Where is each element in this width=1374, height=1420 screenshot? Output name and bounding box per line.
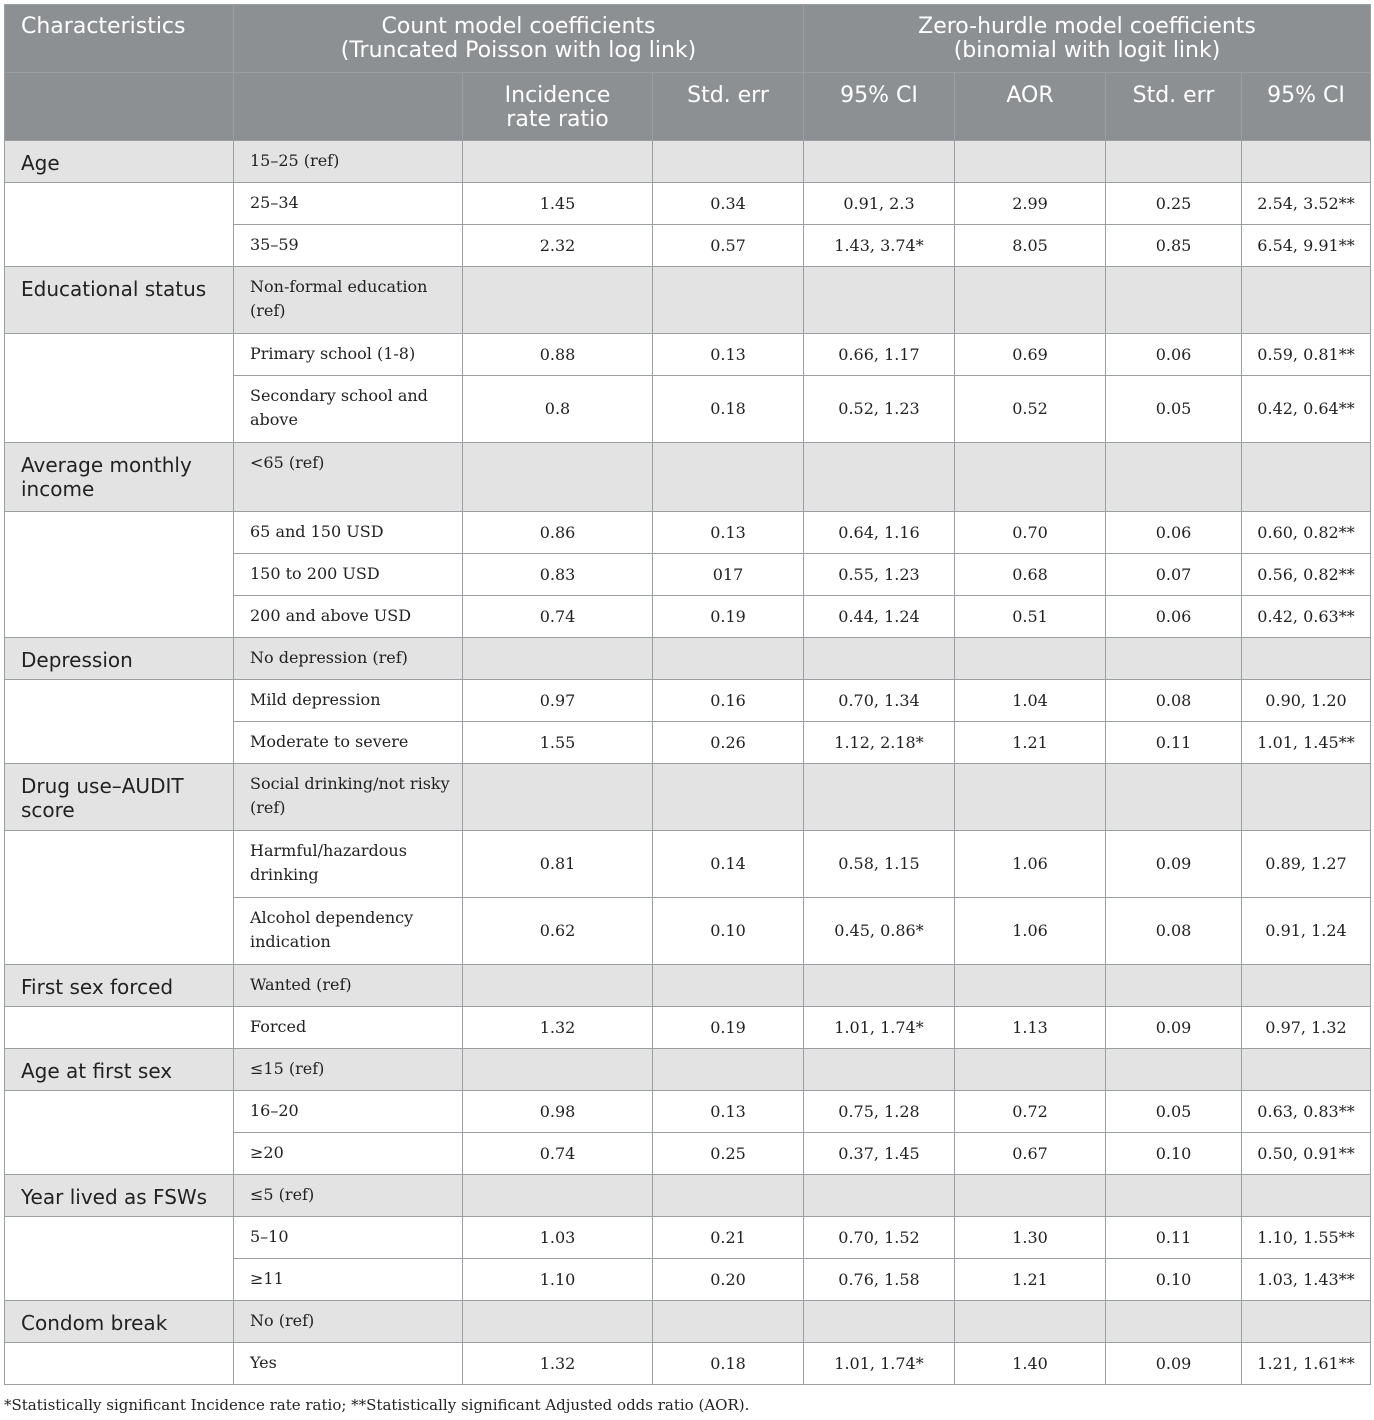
level-cell: Yes: [234, 1343, 463, 1385]
value-cell-ci2: [1242, 1301, 1371, 1343]
value-cell-irr: 1.45: [463, 183, 653, 225]
level-cell: ≥20: [234, 1133, 463, 1175]
header-std-err-zero: Std. err: [1106, 73, 1242, 141]
value-cell-ci2: 0.59, 0.81**: [1242, 334, 1371, 376]
value-cell-irr: 0.97: [463, 680, 653, 722]
header-zero-hurdle: [804, 5, 1371, 73]
value-cell-se1: [653, 141, 804, 183]
level-cell: Secondary school and above: [234, 376, 463, 443]
table-row: [5, 183, 1371, 225]
value-cell-ci1: 0.37, 1.45: [804, 1133, 955, 1175]
value-cell-se2: [1106, 1301, 1242, 1343]
table-row: [5, 596, 1371, 638]
level-cell: 15–25 (ref): [234, 141, 463, 183]
value-cell-ci2: 1.03, 1.43**: [1242, 1259, 1371, 1301]
table-row: [5, 1217, 1371, 1259]
characteristic-empty-cell: [5, 1133, 234, 1175]
table-row-group-header: [5, 141, 1371, 183]
value-cell-se2: 0.06: [1106, 334, 1242, 376]
value-cell-aor: [955, 267, 1106, 334]
value-cell-se1: 0.25: [653, 1133, 804, 1175]
header-blank: [5, 73, 234, 141]
value-cell-irr: [463, 267, 653, 334]
characteristic-empty-cell: [5, 680, 234, 722]
value-cell-ci1: [804, 267, 955, 334]
characteristic-label: Educational status: [5, 267, 234, 334]
value-cell-se2: [1106, 141, 1242, 183]
table-row-group-header: [5, 965, 1371, 1007]
level-cell: Alcohol dependency indication: [234, 898, 463, 965]
table-row: [5, 680, 1371, 722]
value-cell-irr: 0.86: [463, 512, 653, 554]
value-cell-ci1: 0.58, 1.15: [804, 831, 955, 898]
value-cell-se1: 0.34: [653, 183, 804, 225]
value-cell-irr: [463, 764, 653, 831]
value-cell-ci1: 0.45, 0.86*: [804, 898, 955, 965]
value-cell-ci2: [1242, 141, 1371, 183]
table-row: [5, 1259, 1371, 1301]
table-container: [4, 4, 1370, 1385]
value-cell-ci1: 0.70, 1.34: [804, 680, 955, 722]
table-body: [5, 141, 1371, 1385]
regression-table: [4, 4, 1371, 1385]
value-cell-se1: 0.10: [653, 898, 804, 965]
value-cell-irr: 0.8: [463, 376, 653, 443]
value-cell-aor: [955, 443, 1106, 512]
table-row: [5, 225, 1371, 267]
value-cell-ci2: [1242, 443, 1371, 512]
value-cell-ci1: 0.66, 1.17: [804, 334, 955, 376]
table-row: [5, 376, 1371, 443]
header-characteristics: Characteristics: [5, 5, 234, 73]
value-cell-aor: 0.69: [955, 334, 1106, 376]
level-cell: ≤15 (ref): [234, 1049, 463, 1091]
value-cell-aor: 1.06: [955, 898, 1106, 965]
value-cell-se1: 0.13: [653, 1091, 804, 1133]
characteristic-empty-cell: [5, 1259, 234, 1301]
value-cell-aor: 0.72: [955, 1091, 1106, 1133]
value-cell-ci1: 0.64, 1.16: [804, 512, 955, 554]
value-cell-ci1: 1.43, 3.74*: [804, 225, 955, 267]
value-cell-irr: [463, 1049, 653, 1091]
value-cell-se2: 0.10: [1106, 1133, 1242, 1175]
footnote: *Statistically significant Incidence rate ratio; **Statistically significant Adjusted odds ratio (AOR).: [4, 1396, 750, 1414]
value-cell-aor: 0.52: [955, 376, 1106, 443]
value-cell-irr: [463, 1301, 653, 1343]
value-cell-aor: [955, 764, 1106, 831]
value-cell-ci2: 2.54, 3.52**: [1242, 183, 1371, 225]
value-cell-se2: 0.05: [1106, 376, 1242, 443]
value-cell-irr: 0.74: [463, 1133, 653, 1175]
characteristic-label: Age at first sex: [5, 1049, 234, 1091]
characteristic-empty-cell: [5, 831, 234, 898]
header-irr-line1: Incidence: [504, 83, 611, 108]
table-row-group-header: [5, 1175, 1371, 1217]
value-cell-se2: 0.09: [1106, 1007, 1242, 1049]
value-cell-se1: [653, 443, 804, 512]
level-cell: No (ref): [234, 1301, 463, 1343]
characteristic-empty-cell: [5, 376, 234, 443]
value-cell-se2: 0.06: [1106, 512, 1242, 554]
value-cell-ci1: [804, 764, 955, 831]
value-cell-ci1: 1.01, 1.74*: [804, 1007, 955, 1049]
value-cell-se2: 0.08: [1106, 898, 1242, 965]
value-cell-ci2: 0.91, 1.24: [1242, 898, 1371, 965]
value-cell-aor: 1.04: [955, 680, 1106, 722]
value-cell-ci1: 0.55, 1.23: [804, 554, 955, 596]
value-cell-se2: [1106, 443, 1242, 512]
value-cell-se2: [1106, 1049, 1242, 1091]
value-cell-aor: 0.68: [955, 554, 1106, 596]
value-cell-se2: [1106, 638, 1242, 680]
value-cell-se1: [653, 1301, 804, 1343]
characteristic-label: First sex forced: [5, 965, 234, 1007]
value-cell-se2: 0.09: [1106, 831, 1242, 898]
characteristic-empty-cell: [5, 225, 234, 267]
value-cell-se1: 0.18: [653, 376, 804, 443]
value-cell-ci2: 1.01, 1.45**: [1242, 722, 1371, 764]
value-cell-se1: 0.57: [653, 225, 804, 267]
value-cell-ci1: [804, 1175, 955, 1217]
table-row: [5, 554, 1371, 596]
value-cell-se1: 017: [653, 554, 804, 596]
value-cell-aor: 1.06: [955, 831, 1106, 898]
table-row: [5, 1091, 1371, 1133]
value-cell-ci1: 0.70, 1.52: [804, 1217, 955, 1259]
value-cell-ci2: 0.60, 0.82**: [1242, 512, 1371, 554]
value-cell-se2: 0.85: [1106, 225, 1242, 267]
table-row-group-header: [5, 638, 1371, 680]
value-cell-aor: 1.13: [955, 1007, 1106, 1049]
characteristic-empty-cell: [5, 1007, 234, 1049]
value-cell-ci1: 1.12, 2.18*: [804, 722, 955, 764]
value-cell-aor: 2.99: [955, 183, 1106, 225]
value-cell-se1: 0.16: [653, 680, 804, 722]
value-cell-ci2: 0.42, 0.64**: [1242, 376, 1371, 443]
characteristic-label: Depression: [5, 638, 234, 680]
value-cell-se1: [653, 638, 804, 680]
value-cell-ci2: 0.50, 0.91**: [1242, 1133, 1371, 1175]
value-cell-irr: [463, 141, 653, 183]
level-cell: 200 and above USD: [234, 596, 463, 638]
level-cell: Moderate to severe: [234, 722, 463, 764]
value-cell-se1: 0.19: [653, 596, 804, 638]
level-cell: 65 and 150 USD: [234, 512, 463, 554]
value-cell-ci2: 0.63, 0.83**: [1242, 1091, 1371, 1133]
value-cell-ci2: 1.10, 1.55**: [1242, 1217, 1371, 1259]
value-cell-irr: 0.81: [463, 831, 653, 898]
value-cell-se2: 0.10: [1106, 1259, 1242, 1301]
value-cell-se1: 0.26: [653, 722, 804, 764]
level-cell: ≥11: [234, 1259, 463, 1301]
level-cell: Forced: [234, 1007, 463, 1049]
value-cell-ci2: 0.97, 1.32: [1242, 1007, 1371, 1049]
value-cell-ci2: [1242, 267, 1371, 334]
value-cell-ci2: [1242, 764, 1371, 831]
value-cell-se1: 0.21: [653, 1217, 804, 1259]
value-cell-irr: 1.55: [463, 722, 653, 764]
level-cell: No depression (ref): [234, 638, 463, 680]
characteristic-label: Age: [5, 141, 234, 183]
value-cell-ci1: 0.44, 1.24: [804, 596, 955, 638]
value-cell-ci1: [804, 443, 955, 512]
value-cell-aor: [955, 1049, 1106, 1091]
table-row: [5, 831, 1371, 898]
value-cell-se2: [1106, 1175, 1242, 1217]
value-cell-se2: 0.11: [1106, 1217, 1242, 1259]
characteristic-empty-cell: [5, 898, 234, 965]
level-cell: 25–34: [234, 183, 463, 225]
table-row-group-header: [5, 764, 1371, 831]
value-cell-ci2: [1242, 1175, 1371, 1217]
level-cell: Wanted (ref): [234, 965, 463, 1007]
value-cell-aor: 1.30: [955, 1217, 1106, 1259]
value-cell-irr: [463, 965, 653, 1007]
value-cell-se1: 0.13: [653, 334, 804, 376]
table-row: [5, 898, 1371, 965]
value-cell-ci1: 1.01, 1.74*: [804, 1343, 955, 1385]
characteristic-label: Drug use–AUDIT score: [5, 764, 234, 831]
characteristic-empty-cell: [5, 554, 234, 596]
level-cell: ≤5 (ref): [234, 1175, 463, 1217]
header-irr-line2: rate ratio: [506, 107, 609, 132]
value-cell-ci1: [804, 965, 955, 1007]
level-cell: Mild depression: [234, 680, 463, 722]
characteristic-empty-cell: [5, 722, 234, 764]
value-cell-ci2: [1242, 638, 1371, 680]
value-cell-irr: 0.62: [463, 898, 653, 965]
value-cell-se2: 0.09: [1106, 1343, 1242, 1385]
value-cell-ci1: 0.75, 1.28: [804, 1091, 955, 1133]
header-zero-hurdle-line2: (binomial with logit link): [953, 38, 1221, 63]
value-cell-aor: 8.05: [955, 225, 1106, 267]
header-ci-count: 95% CI: [804, 73, 955, 141]
value-cell-ci1: [804, 1049, 955, 1091]
value-cell-se2: [1106, 267, 1242, 334]
table-row: [5, 1343, 1371, 1385]
value-cell-se1: 0.20: [653, 1259, 804, 1301]
value-cell-se2: [1106, 965, 1242, 1007]
value-cell-irr: 1.03: [463, 1217, 653, 1259]
value-cell-aor: [955, 965, 1106, 1007]
value-cell-aor: 0.70: [955, 512, 1106, 554]
header-std-err-count: Std. err: [653, 73, 804, 141]
value-cell-se1: [653, 1049, 804, 1091]
value-cell-se2: 0.06: [1106, 596, 1242, 638]
characteristic-label: Condom break: [5, 1301, 234, 1343]
value-cell-se2: 0.05: [1106, 1091, 1242, 1133]
value-cell-aor: [955, 1175, 1106, 1217]
value-cell-ci2: 0.90, 1.20: [1242, 680, 1371, 722]
value-cell-se1: [653, 1175, 804, 1217]
characteristic-empty-cell: [5, 1091, 234, 1133]
value-cell-se1: [653, 965, 804, 1007]
value-cell-aor: 0.67: [955, 1133, 1106, 1175]
value-cell-ci1: 0.52, 1.23: [804, 376, 955, 443]
value-cell-se2: 0.11: [1106, 722, 1242, 764]
value-cell-irr: 2.32: [463, 225, 653, 267]
table-row-group-header: [5, 443, 1371, 512]
characteristic-label: Average monthly income: [5, 443, 234, 512]
header-aor: AOR: [955, 73, 1106, 141]
table-row: [5, 334, 1371, 376]
level-cell: 5–10: [234, 1217, 463, 1259]
level-cell: 150 to 200 USD: [234, 554, 463, 596]
value-cell-irr: [463, 443, 653, 512]
value-cell-aor: [955, 638, 1106, 680]
characteristic-empty-cell: [5, 334, 234, 376]
value-cell-se2: 0.07: [1106, 554, 1242, 596]
characteristic-empty-cell: [5, 512, 234, 554]
header-count-model-line2: (Truncated Poisson with log link): [340, 38, 697, 63]
value-cell-irr: 0.83: [463, 554, 653, 596]
value-cell-se2: 0.25: [1106, 183, 1242, 225]
value-cell-irr: 0.74: [463, 596, 653, 638]
characteristic-empty-cell: [5, 183, 234, 225]
value-cell-se1: [653, 267, 804, 334]
value-cell-ci1: [804, 141, 955, 183]
characteristic-empty-cell: [5, 596, 234, 638]
value-cell-irr: [463, 638, 653, 680]
value-cell-ci2: [1242, 1049, 1371, 1091]
value-cell-aor: [955, 1301, 1106, 1343]
value-cell-ci1: 0.91, 2.3: [804, 183, 955, 225]
value-cell-se1: [653, 764, 804, 831]
value-cell-irr: 0.88: [463, 334, 653, 376]
value-cell-aor: [955, 141, 1106, 183]
value-cell-ci2: [1242, 965, 1371, 1007]
table-row-group-header: [5, 267, 1371, 334]
value-cell-se1: 0.18: [653, 1343, 804, 1385]
header-ci-zero: 95% CI: [1242, 73, 1371, 141]
value-cell-irr: 1.10: [463, 1259, 653, 1301]
table-row: [5, 1007, 1371, 1049]
level-cell: Social drinking/not risky (ref): [234, 764, 463, 831]
value-cell-ci2: 0.42, 0.63**: [1242, 596, 1371, 638]
value-cell-irr: 0.98: [463, 1091, 653, 1133]
level-cell: 35–59: [234, 225, 463, 267]
header-count-model-line1: Count model coefficients: [381, 14, 656, 39]
value-cell-irr: 1.32: [463, 1007, 653, 1049]
value-cell-aor: 0.51: [955, 596, 1106, 638]
value-cell-ci2: 1.21, 1.61**: [1242, 1343, 1371, 1385]
table-row: [5, 1133, 1371, 1175]
value-cell-se2: [1106, 764, 1242, 831]
value-cell-aor: 1.21: [955, 722, 1106, 764]
header-zero-hurdle-line1: Zero-hurdle model coefficients: [918, 14, 1256, 39]
level-cell: Primary school (1-8): [234, 334, 463, 376]
level-cell: Non-formal education (ref): [234, 267, 463, 334]
value-cell-aor: 1.40: [955, 1343, 1106, 1385]
level-cell: <65 (ref): [234, 443, 463, 512]
value-cell-ci2: 6.54, 9.91**: [1242, 225, 1371, 267]
value-cell-irr: 1.32: [463, 1343, 653, 1385]
value-cell-ci1: [804, 638, 955, 680]
value-cell-se2: 0.08: [1106, 680, 1242, 722]
table-row: [5, 512, 1371, 554]
table-row-group-header: [5, 1301, 1371, 1343]
value-cell-ci2: 0.89, 1.27: [1242, 831, 1371, 898]
value-cell-se1: 0.13: [653, 512, 804, 554]
characteristic-empty-cell: [5, 1343, 234, 1385]
value-cell-se1: 0.19: [653, 1007, 804, 1049]
header-irr: [463, 73, 653, 141]
value-cell-ci1: 0.76, 1.58: [804, 1259, 955, 1301]
header-count-model: [234, 5, 804, 73]
header-blank: [234, 73, 463, 141]
value-cell-aor: 1.21: [955, 1259, 1106, 1301]
table-row-group-header: [5, 1049, 1371, 1091]
characteristic-label: Year lived as FSWs: [5, 1175, 234, 1217]
value-cell-irr: [463, 1175, 653, 1217]
level-cell: 16–20: [234, 1091, 463, 1133]
value-cell-ci1: [804, 1301, 955, 1343]
value-cell-se1: 0.14: [653, 831, 804, 898]
level-cell: Harmful/hazardous drinking: [234, 831, 463, 898]
characteristic-empty-cell: [5, 1217, 234, 1259]
value-cell-ci2: 0.56, 0.82**: [1242, 554, 1371, 596]
table-row: [5, 722, 1371, 764]
